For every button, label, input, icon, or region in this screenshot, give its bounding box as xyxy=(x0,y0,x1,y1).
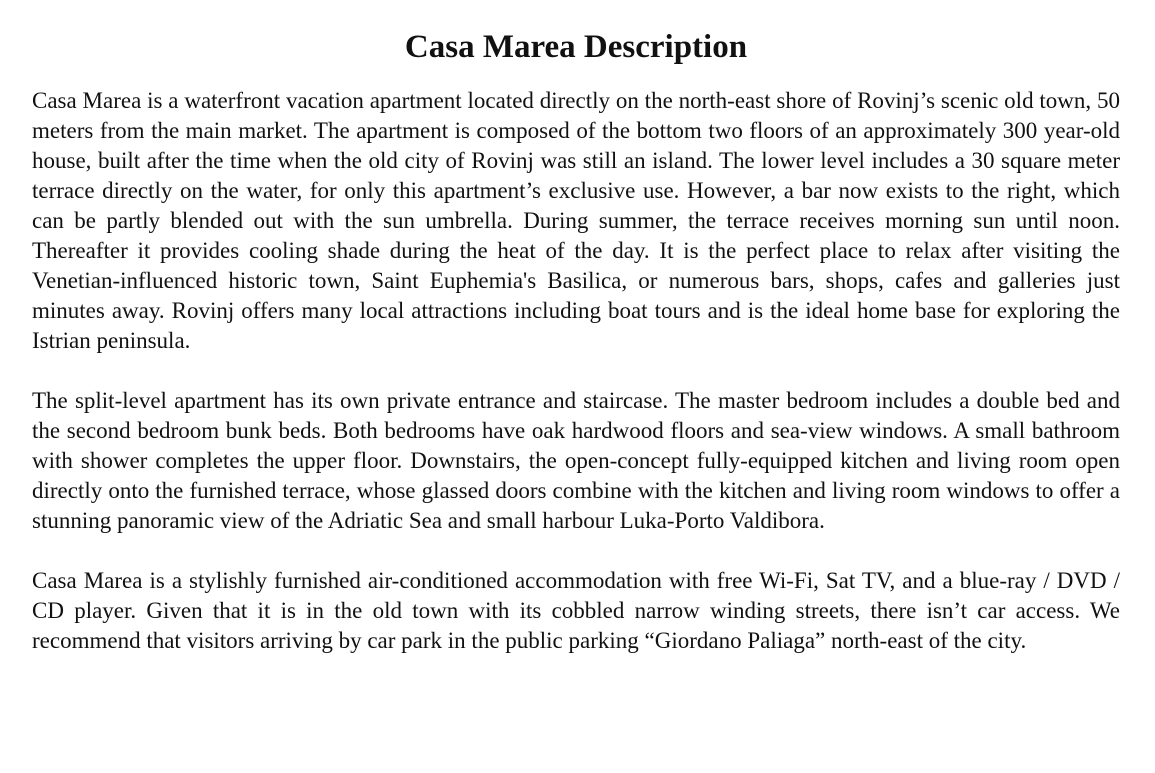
document-title: Casa Marea Description xyxy=(404,29,748,65)
document-page xyxy=(32,25,1120,656)
paragraph-overview: Casa Marea is a waterfront vacation apartment located directly on the north-east shore of Rovinj’s scenic old town, 50 meters from the main market. The apartment is composed of the bottom two floors of an approximately 300 year-old house, built after the time when the old city of Rovinj was still an island. The lower level includes a 30 square meter terrace directly on the water, for only this apartment’s exclusive use. However, a bar now exists to the right, which can be partly blended out with the sun umbrella. During summer, the terrace receives morning sun until noon. Thereafter it provides cooling shade during the heat of the day. It is the perfect place to relax after visiting the Venetian-influenced historic town, Saint Euphemia's Basilica, or numerous bars, shops, cafes and galleries just minutes away. Rovinj offers many local attractions including boat tours and is the ideal home base for exploring the Istrian peninsula. xyxy=(32,88,1120,353)
paragraph-layout: The split-level apartment has its own private entrance and staircase. The master bedroom includes a double bed and the second bedroom bunk beds. Both bedrooms have oak hardwood floors and sea-view windows. A small bathroom with shower completes the upper floor. Downstairs, the open-concept fully-equipped kitchen and living room open directly onto the furnished terrace, whose glassed doors combine with the kitchen and living room windows to offer a stunning panoramic view of the Adriatic Sea and small harbour Luka-Porto Valdibora. xyxy=(32,388,1120,533)
paragraph-amenities: Casa Marea is a stylishly furnished air-conditioned accommodation with free Wi-Fi, Sat TV, and a blue-ray / DVD / CD player. Given that it is in the old town with its cobbled narrow winding streets, there isn’t car access. We recommend that visitors arriving by car park in the public parking “Giordano Paliaga” north-east of the city. xyxy=(32,568,1120,653)
